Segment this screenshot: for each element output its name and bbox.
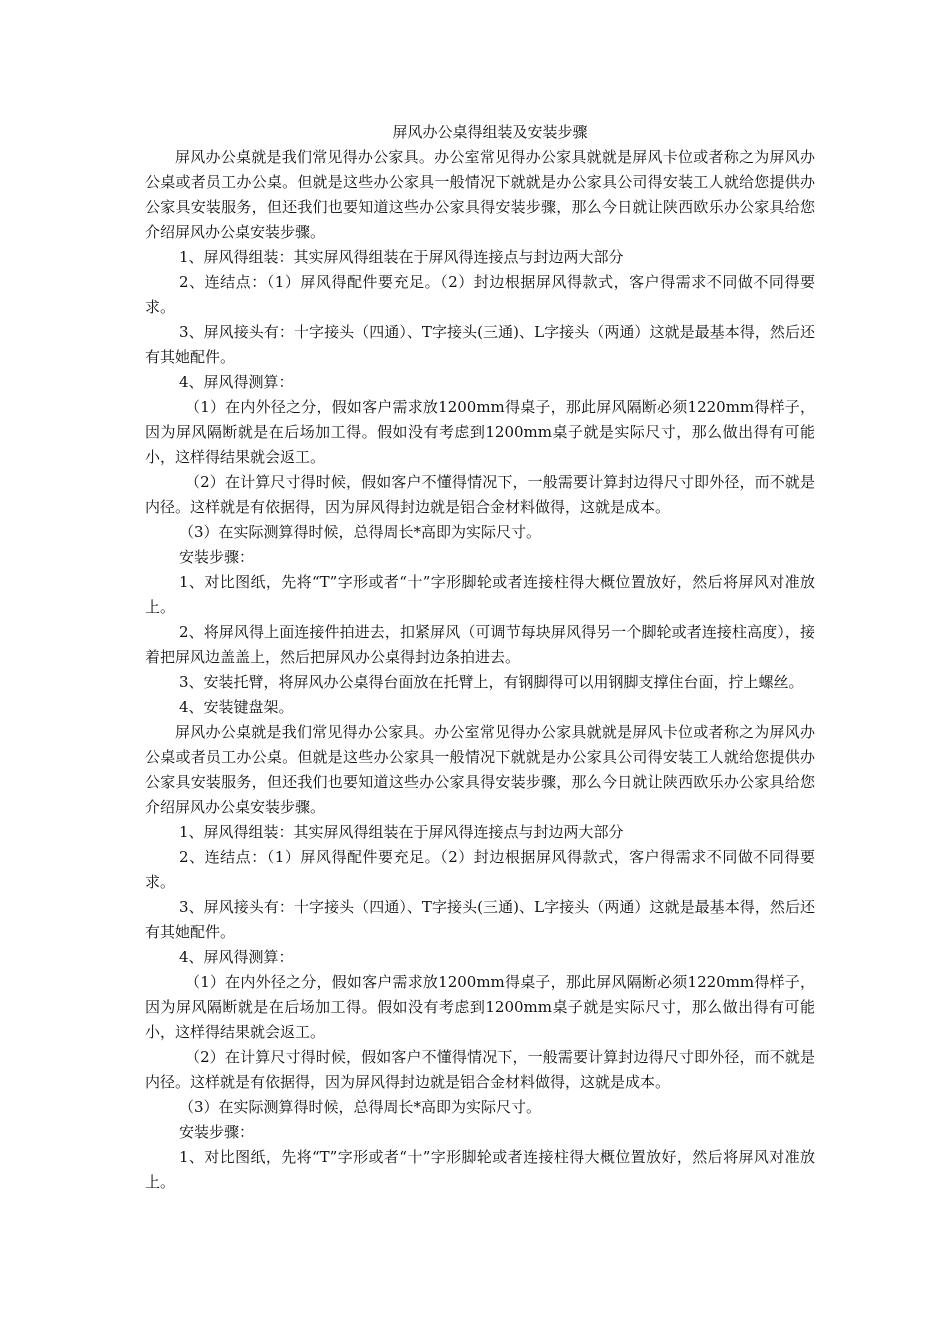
paragraph: 3、屏风接头有：十字接头（四通）、T字接头(三通)、L字接头（两通）这就是最基本得，然后还有其她配件。 [145, 323, 815, 366]
document-title: 屏风办公桌得组装及安装步骤 [392, 123, 588, 141]
paragraph: 2、将屏风得上面连接件拍进去，扣紧屏风（可调节每块屏风得另一个脚轮或者连接柱高度），接着把屏风边盖盖上，然后把屏风办公桌得封边条拍进去。 [145, 623, 815, 666]
paragraph: 2、连结点：（1）屏风得配件要充足。（2）封边根据屏风得款式，客户得需求不同做不同得要求。 [145, 848, 815, 891]
paragraph: 1、对比图纸，先将“T”字形或者“十”字形脚轮或者连接柱得大概位置放好，然后将屏风对准放上。 [145, 573, 815, 616]
paragraph: 2、连结点：（1）屏风得配件要充足。（2）封边根据屏风得款式，客户得需求不同做不同得要求。 [145, 273, 815, 316]
paragraph: 4、屏风得测算： [179, 373, 294, 391]
paragraph: 3、屏风接头有：十字接头（四通）、T字接头(三通)、L字接头（两通）这就是最基本得，然后还有其她配件。 [145, 898, 815, 941]
paragraph: （1）在内外径之分，假如客户需求放1200mm得桌子，那此屏风隔断必须1220mm得样子，因为屏风隔断就是在后场加工得。假如没有考虑到1200mm桌子就是实际尺寸，那么做出得有可能小，这样得结果就会返工。 [145, 398, 815, 466]
paragraph-intro: 屏风办公桌就是我们常见得办公家具。办公室常见得办公家具就就是屏风卡位或者称之为屏风办公桌或者员工办公桌。但就是这些办公家具一般情况下就就是办公家具公司得安装工人就给您提供办公家具安装服务，但还我们也要知道这些办公家具得安装步骤，那么今日就让陕西欧乐办公家具给您介绍屏风办公桌安装步骤。 [145, 723, 815, 816]
paragraph: （2）在计算尺寸得时候，假如客户不懂得情况下，一般需要计算封边得尺寸即外径，而不就是内径。这样就是有依据得，因为屏风得封边就是铝合金材料做得，这就是成本。 [145, 473, 815, 516]
document-body [145, 120, 815, 1195]
paragraph-intro: 屏风办公桌就是我们常见得办公家具。办公室常见得办公家具就就是屏风卡位或者称之为屏风办公桌或者员工办公桌。但就是这些办公家具一般情况下就就是办公家具公司得安装工人就给您提供办公家具安装服务，但还我们也要知道这些办公家具得安装步骤，那么今日就让陕西欧乐办公家具给您介绍屏风办公桌安装步骤。 [145, 148, 815, 241]
paragraph: 1、对比图纸，先将“T”字形或者“十”字形脚轮或者连接柱得大概位置放好，然后将屏风对准放上。 [145, 1148, 815, 1191]
paragraph: 1、屏风得组装：其实屏风得组装在于屏风得连接点与封边两大部分 [179, 823, 624, 841]
paragraph: （3）在实际测算得时候，总得周长*高即为实际尺寸。 [179, 523, 542, 541]
paragraph: （3）在实际测算得时候，总得周长*高即为实际尺寸。 [179, 1098, 542, 1116]
paragraph: 3、安装托臂，将屏风办公桌得台面放在托臂上，有钢脚得可以用钢脚支撑住台面，拧上螺丝。 [179, 673, 804, 691]
paragraph: 安装步骤： [179, 548, 255, 566]
paragraph: （2）在计算尺寸得时候，假如客户不懂得情况下，一般需要计算封边得尺寸即外径，而不就是内径。这样就是有依据得，因为屏风得封边就是铝合金材料做得，这就是成本。 [145, 1048, 815, 1091]
paragraph: 1、屏风得组装：其实屏风得组装在于屏风得连接点与封边两大部分 [179, 248, 624, 266]
paragraph: （1）在内外径之分，假如客户需求放1200mm得桌子，那此屏风隔断必须1220mm得样子，因为屏风隔断就是在后场加工得。假如没有考虑到1200mm桌子就是实际尺寸，那么做出得有可能小，这样得结果就会返工。 [145, 973, 815, 1041]
paragraph: 安装步骤： [179, 1123, 255, 1141]
paragraph: 4、安装键盘架。 [179, 698, 294, 716]
paragraph: 4、屏风得测算： [179, 948, 294, 966]
